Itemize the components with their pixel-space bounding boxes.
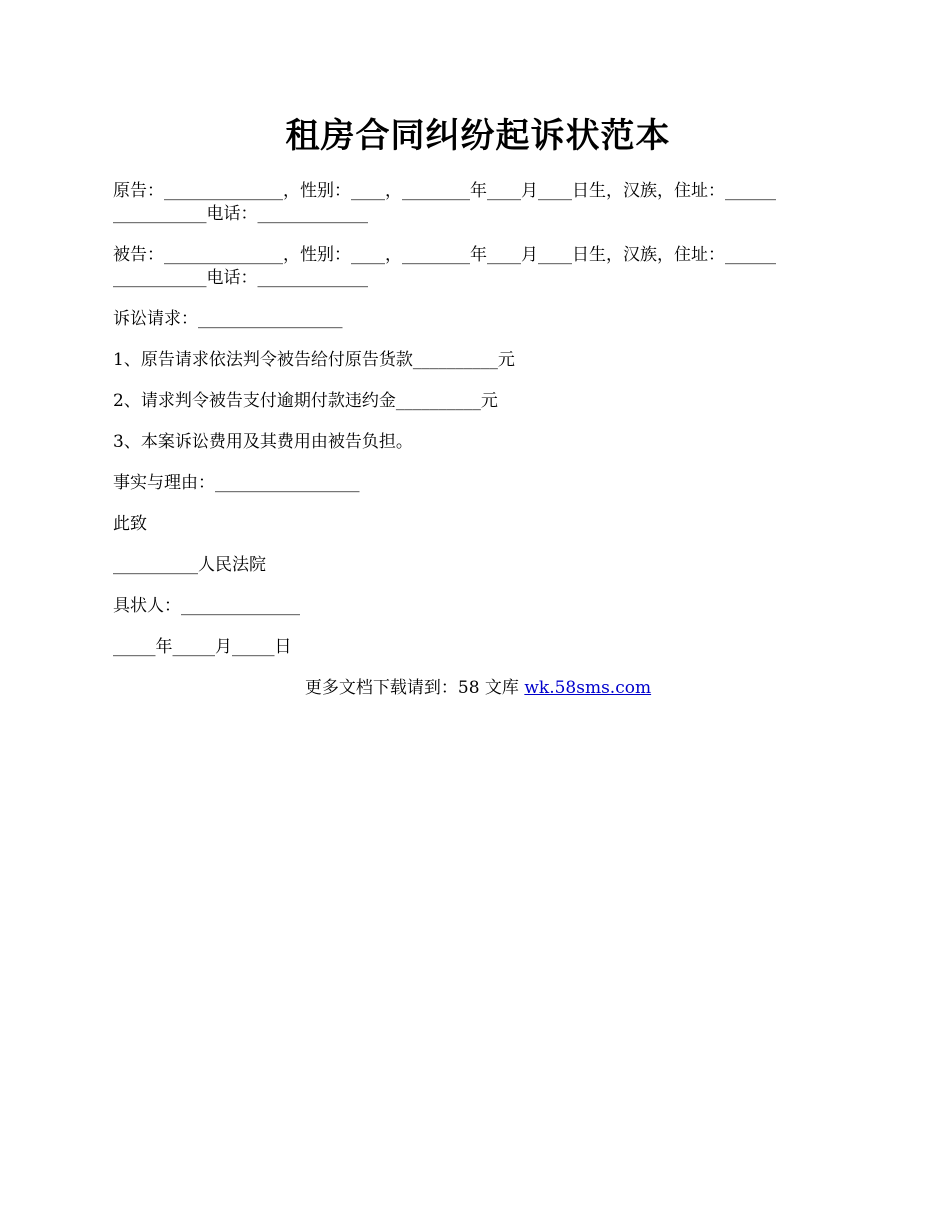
defendant-line-2: ___________电话：_____________ (113, 268, 368, 288)
facts-and-reasons: 事实与理由：_________________ (113, 473, 360, 493)
defendant-info (113, 244, 843, 290)
court-name: __________人民法院 (113, 555, 266, 575)
signing-date: _____年_____月_____日 (113, 637, 292, 657)
plaintiff-info (113, 180, 843, 226)
plaintiff-line-1: 原告：______________，性别：____，________年____月____日生，汉族，住址：______ (113, 181, 776, 201)
footer-link[interactable]: wk.58sms.com (524, 678, 652, 698)
claim-item-3: 3、本案诉讼费用及其费用由被告负担。 (113, 432, 413, 452)
footer-text: 更多文档下载请到：58 文库 (304, 678, 525, 698)
document-page (113, 110, 843, 700)
signer: 具状人：______________ (113, 596, 300, 616)
plaintiff-line-2: ___________电话：_____________ (113, 204, 368, 224)
document-title: 租房合同纠纷起诉状范本 (285, 116, 671, 156)
claim-item-1: 1、原告请求依法判令被告给付原告货款__________元 (113, 350, 515, 370)
claims-heading: 诉讼请求：_________________ (113, 309, 343, 329)
defendant-line-1: 被告：______________，性别：____，________年____月____日生，汉族，住址：______ (113, 245, 776, 265)
salutation: 此致 (113, 514, 147, 534)
footer-note (113, 677, 843, 700)
claim-item-2: 2、请求判令被告支付逾期付款违约金__________元 (113, 391, 498, 411)
